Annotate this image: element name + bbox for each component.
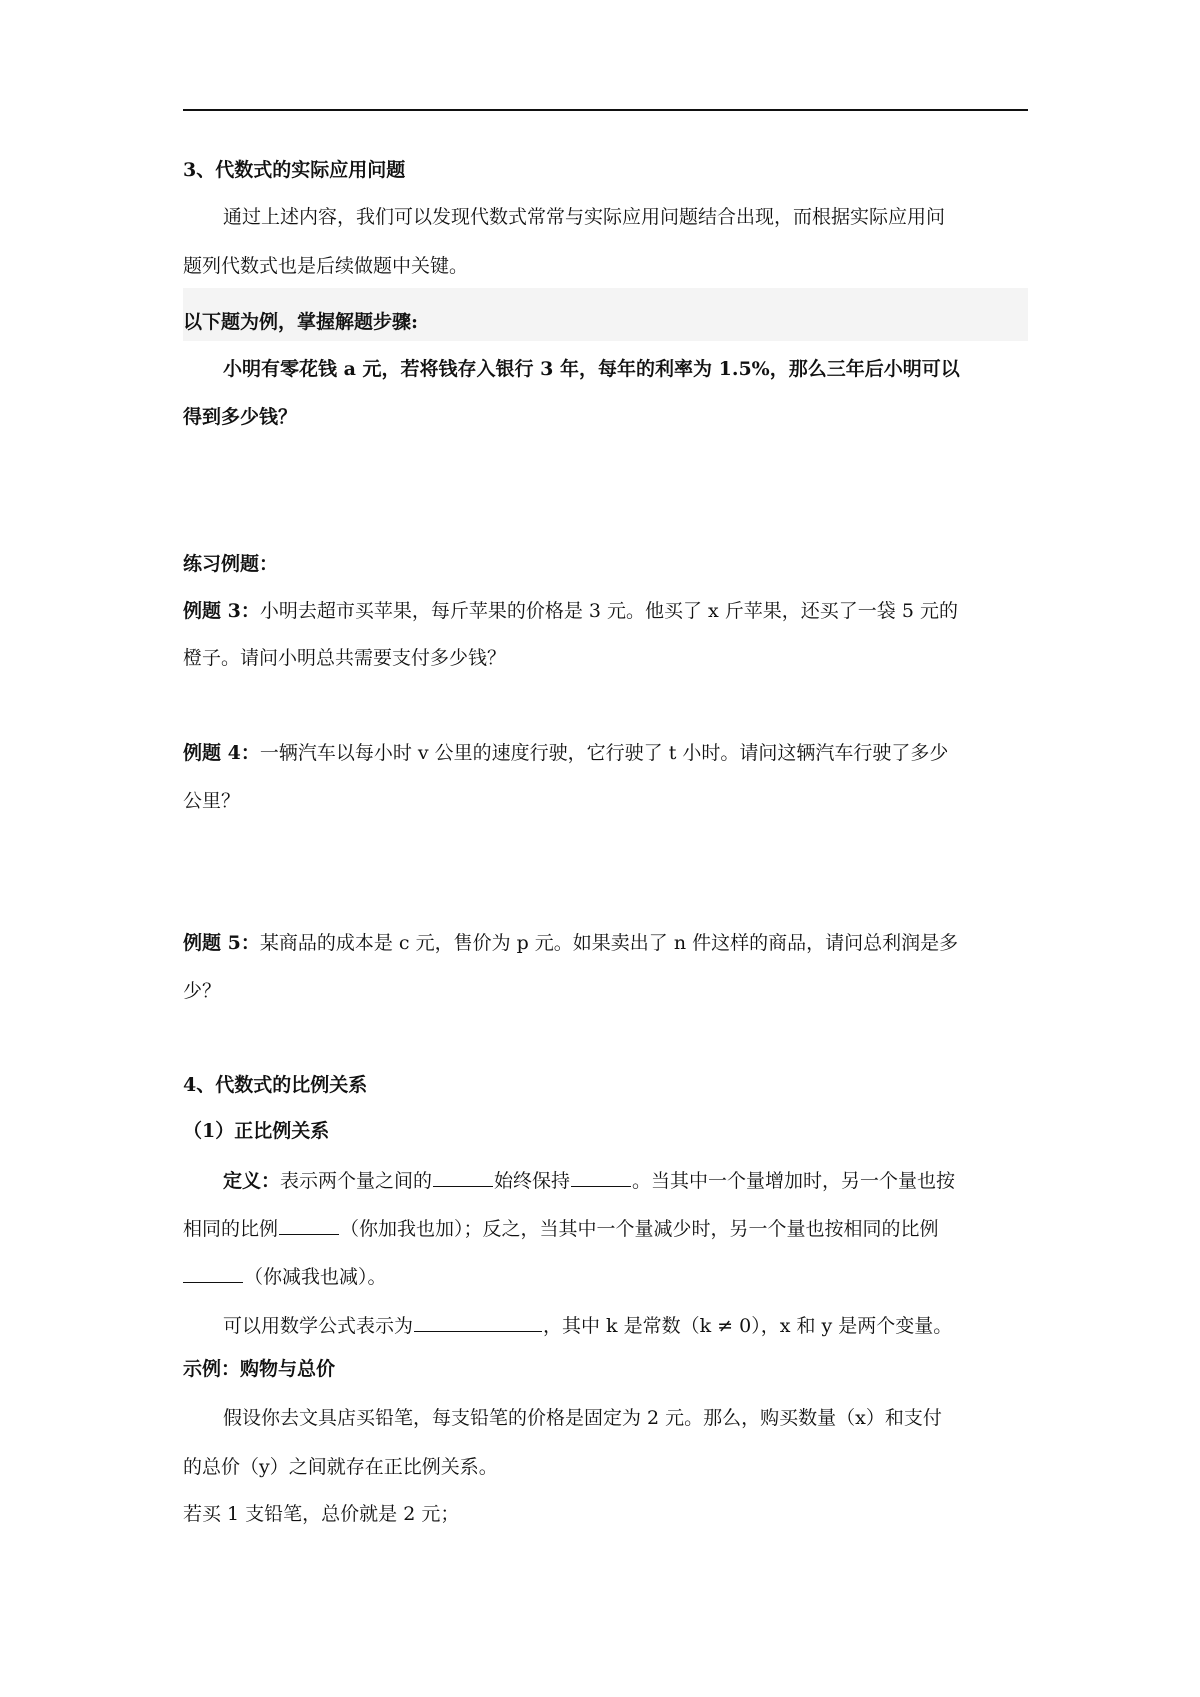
definition-text-f: （你减我也减）。 [244,1266,387,1288]
question-4-line-1 [183,741,948,765]
definition-text-b: 始终保持 [494,1170,571,1192]
definition-text-d: 相同的比例 [183,1218,279,1240]
fill-blank-2[interactable] [571,1168,631,1187]
subsection-direct-proportion: （1）正比例关系 [183,1120,330,1142]
fill-blank-3[interactable] [279,1216,339,1235]
example-heading: 以下题为例，掌握解题步骤: [183,311,419,333]
section-3-intro-line-1: 通过上述内容，我们可以发现代数式常常与实际应用问题结合出现，而根据实际应用问 [223,206,946,228]
example-line-2: 得到多少钱？ [183,406,298,428]
question-5-line-1 [183,931,958,955]
fill-blank-1[interactable] [433,1168,493,1187]
fill-blank-formula[interactable] [414,1313,542,1332]
definition-text-e: （你加我也加）；反之，当其中一个量减少时，另一个量也按相同的比例 [340,1218,939,1240]
header-rule [183,109,1028,111]
definition-text-c: 。当其中一个量增加时，另一个量也按 [632,1170,956,1192]
question-4-line-2: 公里？ [183,790,241,812]
question-4-label: 例题 4： [183,742,260,764]
fill-blank-4[interactable] [183,1264,243,1283]
question-3-line-1 [183,599,958,623]
formula-text-b: ，其中 k 是常数（k ≠ 0），x 和 y 是两个变量。 [543,1315,953,1337]
question-3-label: 例题 3： [183,600,260,622]
formula-line [223,1313,952,1338]
question-5-text: 某商品的成本是 c 元，售价为 p 元。如果卖出了 n 件这样的商品，请问总利润是多 [259,932,959,954]
demo-line-2: 的总价（y）之间就存在正比例关系。 [183,1456,498,1478]
demo-heading: 示例：购物与总价 [183,1358,336,1380]
section-4-title: 4、代数式的比例关系 [183,1074,368,1096]
question-4-text: 一辆汽车以每小时 v 公里的速度行驶，它行驶了 t 小时。请问这辆汽车行驶了多少 [259,742,949,764]
demo-line-3: 若买 1 支铅笔，总价就是 2 元； [183,1503,460,1525]
formula-text-a: 可以用数学公式表示为 [223,1315,414,1337]
question-5-line-2: 少？ [183,980,222,1002]
definition-text-a: 表示两个量之间的 [280,1170,433,1192]
definition-label: 定义： [223,1170,281,1192]
definition-line-1 [223,1168,955,1193]
section-3-intro-line-2: 题列代数式也是后续做题中关键。 [183,255,469,277]
definition-line-3 [183,1264,387,1289]
definition-line-2 [183,1216,939,1241]
demo-line-1: 假设你去文具店买铅笔，每支铅笔的价格是固定为 2 元。那么，购买数量（x）和支付 [223,1407,942,1429]
example-line-1: 小明有零花钱 a 元，若将钱存入银行 3 年，每年的利率为 1.5%，那么三年后小明可以 [223,358,960,380]
question-3-text: 小明去超市买苹果，每斤苹果的价格是 3 元。他买了 x 斤苹果，还买了一袋 5 元的 [259,600,958,622]
question-3-line-2: 橙子。请问小明总共需要支付多少钱？ [183,647,507,669]
practice-heading: 练习例题： [183,553,279,575]
question-5-label: 例题 5： [183,932,260,954]
section-3-title: 3、代数式的实际应用问题 [183,159,406,181]
